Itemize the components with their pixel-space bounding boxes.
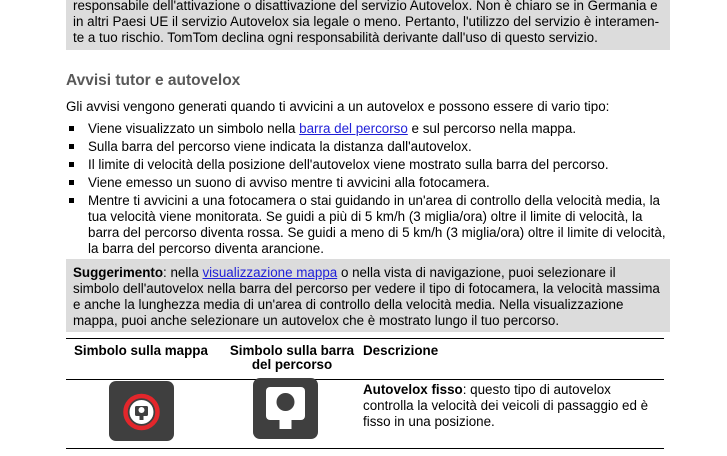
column-header-bar-symbol: Simbolo sulla barra del percorso bbox=[229, 343, 355, 372]
section-heading: Avvisi tutor e autovelox bbox=[66, 72, 241, 89]
top-note-line: responsabile dell'attivazione o disattivazione del servizio Autovelox. Non è chiaro se in Germania e bbox=[73, 0, 658, 13]
description-cell bbox=[363, 382, 653, 430]
list-item bbox=[66, 175, 676, 191]
camera-type-description: : questo tipo di autovelox controlla la velocità dei veicoli di passaggio ed è fisso in una posizione. bbox=[363, 382, 649, 429]
table-row bbox=[66, 378, 664, 449]
route-bar-link[interactable]: barra del percorso bbox=[299, 121, 408, 136]
table-header bbox=[66, 338, 664, 380]
bullet-square-icon bbox=[69, 126, 74, 131]
top-note-box bbox=[66, 0, 670, 50]
column-header-map-symbol: Simbolo sulla mappa bbox=[74, 343, 208, 358]
bullet-text: Mentre ti avvicini a una fotocamera o stai guidando in un'area di controllo della velocità media, la tua velocità viene monitorata. Se guidi a più di 5 km/h (3 miglia/ora) oltre il limite di velocità, la barra del percorso diventa rossa. Se guidi a meno di 5 km/h (3 miglia/ora) oltre il limite di velocità, la barra del percorso diventa arancione. bbox=[88, 193, 666, 256]
bullet-square-icon bbox=[69, 162, 74, 167]
tip-text: : nella bbox=[163, 265, 203, 280]
list-item bbox=[66, 121, 676, 137]
bullet-text: Viene emesso un suono di avviso mentre ti avvicini alla fotocamera. bbox=[88, 175, 490, 190]
tip-box bbox=[66, 259, 670, 332]
bullet-text: e sul percorso nella mappa. bbox=[407, 121, 577, 136]
bullet-text: Il limite di velocità della posizione dell'autovelox viene mostrato sulla barra del percorso. bbox=[88, 157, 609, 172]
section-intro: Gli avvisi vengono generati quando ti avvicini a un autovelox e possono essere di vario tipo: bbox=[66, 99, 610, 114]
bullet-square-icon bbox=[69, 198, 74, 203]
top-note-line: te a tuo rischio. TomTom declina ogni responsabilità derivante dall'uso di questo servizio. bbox=[73, 30, 598, 46]
tip-label: Suggerimento bbox=[73, 265, 164, 280]
bullet-text: Sulla barra del percorso viene indicata la distanza dall'autovelox. bbox=[88, 139, 472, 154]
list-item bbox=[66, 139, 676, 155]
column-header-description: Descrizione bbox=[363, 343, 439, 358]
speed-camera-map-icon bbox=[109, 381, 174, 441]
bullet-square-icon bbox=[69, 180, 74, 185]
list-item bbox=[66, 157, 676, 173]
bullet-square-icon bbox=[69, 144, 74, 149]
bullet-text: Viene visualizzato un simbolo nella bbox=[88, 121, 300, 136]
alert-bullet-list bbox=[66, 121, 676, 259]
map-view-link[interactable]: visualizzazione mappa bbox=[202, 265, 338, 280]
list-item bbox=[66, 193, 676, 257]
tip-text: o nella vista di navigazione, puoi selezionare il simbolo dell'autovelox nella barra del percorso per vedere il tipo di fotocamera, la velocità massima e anche la lunghezza media di un'area di controllo della velocità media. Nella visualizzazione mappa, puoi anche selezionare un autovelox che è mostrato lungo il tuo percorso. bbox=[73, 265, 660, 328]
camera-type-title: Autovelox fisso bbox=[363, 382, 463, 397]
top-note-line: in altri Paesi UE il servizio Autovelox sia legale o meno. Pertanto, l'utilizzo del servizio è interamen- bbox=[73, 14, 660, 30]
speed-camera-bar-icon bbox=[253, 378, 318, 439]
